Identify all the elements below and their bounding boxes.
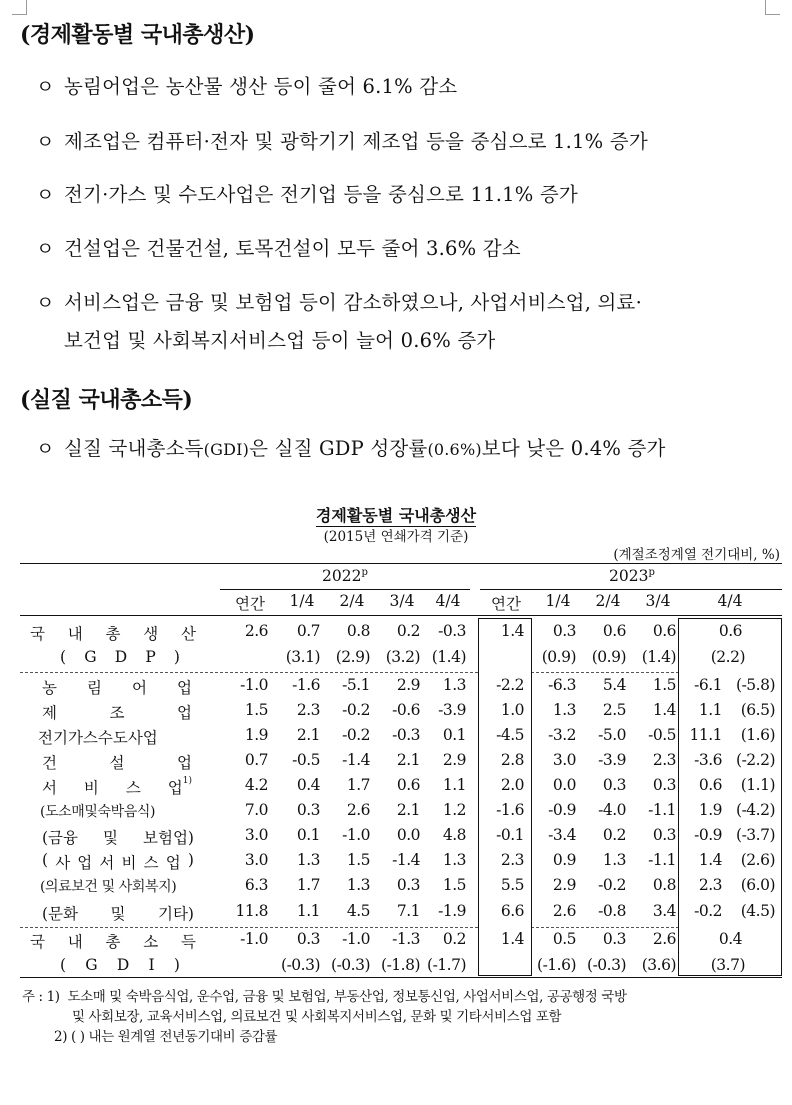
table-cell: (2.2)	[710, 648, 745, 666]
footnote-1-continued: 및 사회보장, 교육서비스업, 의료보건 및 사회복지서비스업, 문화 및 기타서비스업 포함	[72, 1009, 562, 1025]
table-cell: (3.6)	[641, 956, 676, 974]
table-cell: 1.3	[442, 851, 466, 869]
table-cell: 0.4	[296, 776, 320, 794]
table-cell: 1.7	[346, 776, 370, 794]
table-cell: -3.9	[438, 701, 466, 719]
table-cell: -4.5	[496, 726, 524, 744]
annual-2023-highlight-box	[478, 618, 532, 976]
column-header: 2/4	[339, 592, 365, 610]
table-cell: 1.1	[442, 776, 466, 794]
bullet-text: 보다 낮은 0.4% 증가	[481, 437, 666, 460]
page-corner-mark	[12, 0, 27, 15]
table-cell: (6.0)	[740, 876, 775, 894]
table-cell: 2.3	[500, 851, 524, 869]
table-cell: 0.6	[718, 622, 742, 640]
q4-2023-highlight-box	[678, 618, 782, 976]
table-cell: 1.5	[346, 851, 370, 869]
table-cell: (-3.7)	[736, 826, 775, 844]
table-cell: (1.1)	[740, 776, 775, 794]
table-cell: -0.3	[438, 622, 466, 640]
table-cell: 0.7	[244, 751, 268, 769]
bullet-text: 전기·가스 및 수도사업은 전기업 등을 중심으로 11.1% 증가	[64, 183, 578, 206]
gdp-divider	[531, 672, 679, 673]
table-cell: 0.8	[346, 622, 370, 640]
table-title-text: 경제활동별 국내총생산	[315, 506, 477, 525]
table-cell: 1.4	[500, 930, 524, 948]
row-label: (금융 및 보험업)	[42, 829, 194, 847]
bullet-mark: ㅇ	[36, 238, 55, 260]
bullet-text: 실질 국내총소득	[64, 437, 204, 460]
table-cell: 7.0	[244, 801, 268, 819]
table-top-rule	[20, 563, 782, 564]
table-cell: 1.1	[296, 902, 320, 920]
table-cell: (2.9)	[335, 648, 370, 666]
table-subtitle: (2015년 연쇄가격 기준)	[323, 529, 469, 545]
footnote-1: 주 : 1) 도소매 및 숙박음식업, 운수업, 금융 및 보험업, 부동산업, 정보통신업, 사업서비스업, 공공행정 국방	[22, 989, 627, 1005]
table-cell: 0.2	[442, 930, 466, 948]
table-cell: -1.0	[240, 676, 268, 694]
table-cell: 0.3	[652, 826, 676, 844]
table-cell: 0.1	[442, 726, 466, 744]
table-cell: -4.0	[598, 801, 626, 819]
table-cell: -0.5	[292, 751, 320, 769]
row-label: (의료보건 및 사회복지)	[40, 879, 177, 895]
bullet-mark: ㅇ	[36, 131, 55, 153]
bullet-text: 농림어업은 농산물 생산 등이 줄어 6.1% 감소	[64, 75, 458, 98]
table-cell: 2.9	[552, 876, 576, 894]
table-cell: (2.6)	[740, 851, 775, 869]
table-cell: 2.9	[396, 676, 420, 694]
row-label: (도소매및숙박음식)	[40, 804, 156, 820]
row-label: 농 림 어 업	[42, 679, 192, 697]
table-cell: 11.1	[689, 726, 722, 744]
table-cell: -0.2	[694, 902, 722, 920]
bullet-item	[36, 68, 457, 106]
table-cell: (3.7)	[710, 956, 745, 974]
row-label: 제 조 업	[42, 704, 192, 722]
table-cell: -1.4	[392, 851, 420, 869]
bullet-text: 서비스업은 금융 및 보험업 등이 감소하였으나, 사업서비스업, 의료·	[64, 291, 642, 314]
table-cell: 2.3	[296, 701, 320, 719]
bullet-mark: ㅇ	[36, 184, 55, 206]
table-cell: 2.0	[500, 776, 524, 794]
table-cell: -1.6	[292, 676, 320, 694]
table-cell: 1.4	[500, 622, 524, 640]
table-cell: 1.1	[698, 701, 722, 719]
section-heading-gdp-by-activity: (경제활동별 국내총생산)	[20, 22, 255, 48]
table-cell: 0.3	[652, 776, 676, 794]
table-cell: 5.5	[500, 876, 524, 894]
table-cell: 1.5	[652, 676, 676, 694]
table-cell: -0.6	[392, 701, 420, 719]
header-bottom-rule	[20, 615, 782, 616]
table-cell: (-1.8)	[381, 956, 420, 974]
table-cell: 0.3	[602, 776, 626, 794]
row-label: (문화 및 기타)	[42, 905, 194, 923]
table-cell: -1.6	[496, 801, 524, 819]
row-label: 국 내 총 소 득	[30, 933, 196, 951]
table-cell: 1.3	[552, 701, 576, 719]
table-cell: 1.3	[346, 876, 370, 894]
table-cell: -6.1	[694, 676, 722, 694]
table-cell: (0.9)	[541, 648, 576, 666]
table-cell: -0.2	[598, 876, 626, 894]
table-cell: 0.0	[396, 826, 420, 844]
row-label: 전기가스수도사업	[38, 729, 158, 747]
table-cell: -1.1	[648, 851, 676, 869]
table-cell: 0.3	[396, 876, 420, 894]
table-cell: (0.9)	[591, 648, 626, 666]
table-bottom-rule	[20, 977, 782, 978]
table-cell: 2.6	[552, 902, 576, 920]
column-header: 2/4	[595, 592, 621, 610]
bullet-item	[36, 123, 648, 161]
column-header: 3/4	[389, 592, 415, 610]
bullet-item	[36, 430, 666, 469]
table-cell: -1.1	[648, 801, 676, 819]
table-cell: 1.3	[602, 851, 626, 869]
row-label: 건 설 업	[42, 754, 192, 772]
table-cell: 0.2	[602, 826, 626, 844]
table-cell: (6.5)	[740, 701, 775, 719]
year-label-2023: 2023$^p$	[609, 567, 655, 586]
column-header: 1/4	[289, 592, 315, 610]
table-cell: -1.3	[392, 930, 420, 948]
table-cell: (-0.3)	[331, 956, 370, 974]
table-cell: 0.7	[296, 622, 320, 640]
table-cell: 2.6	[652, 930, 676, 948]
table-cell: 0.6	[698, 776, 722, 794]
row-label: ( 사 업 서 비 스 업 )	[42, 851, 194, 872]
table-cell: 3.0	[552, 751, 576, 769]
table-cell: 0.3	[296, 801, 320, 819]
table-cell: 0.6	[602, 622, 626, 640]
section-heading-real-gdi: (실질 국내총소득)	[20, 387, 193, 413]
table-cell: 3.0	[244, 851, 268, 869]
table-cell: 1.3	[296, 851, 320, 869]
bullet-text: 건설업은 건물건설, 토목건설이 모두 줄어 3.6% 감소	[64, 237, 521, 260]
table-cell: 4.2	[244, 776, 268, 794]
table-cell: 1.0	[500, 701, 524, 719]
table-cell: 4.5	[346, 902, 370, 920]
table-cell: 1.9	[244, 726, 268, 744]
table-cell: (-1.6)	[537, 956, 576, 974]
page-corner-mark	[765, 0, 780, 15]
bullet-item	[36, 284, 642, 360]
table-cell: 0.8	[652, 876, 676, 894]
gdp-divider	[20, 672, 478, 673]
table-cell: 2.1	[296, 726, 320, 744]
table-cell: (1.6)	[740, 726, 775, 744]
table-cell: 0.3	[602, 930, 626, 948]
table-cell: 0.2	[396, 622, 420, 640]
table-cell: (-4.2)	[736, 801, 775, 819]
table-cell: 1.4	[698, 851, 722, 869]
row-label: 국 내 총 생 산	[30, 625, 196, 643]
table-cell: -3.6	[694, 751, 722, 769]
column-header: 연간	[235, 595, 265, 613]
gdi-divider	[531, 927, 679, 928]
bullet-mark: ㅇ	[36, 438, 55, 460]
row-label: ( G D P )	[60, 648, 180, 666]
table-cell: 6.3	[244, 876, 268, 894]
table-cell: (3.1)	[285, 648, 320, 666]
bullet-text-gdi: (GDI)	[203, 440, 250, 459]
table-cell: 0.0	[552, 776, 576, 794]
table-cell: 1.2	[442, 801, 466, 819]
table-title	[0, 503, 792, 526]
year-rule-2022	[220, 589, 470, 590]
bullet-mark: ㅇ	[36, 292, 55, 314]
table-cell: -0.8	[598, 902, 626, 920]
table-cell: 1.5	[442, 876, 466, 894]
table-cell: 2.8	[500, 751, 524, 769]
table-cell: (-0.3)	[587, 956, 626, 974]
table-cell: 5.4	[602, 676, 626, 694]
bullet-item	[36, 176, 578, 214]
gdi-divider	[20, 927, 478, 928]
table-cell: 1.3	[442, 676, 466, 694]
row-label: 서 비 스 업$^{1)}$	[42, 775, 192, 797]
table-cell: 0.9	[552, 851, 576, 869]
table-cell: 2.1	[396, 801, 420, 819]
table-cell: 4.8	[442, 826, 466, 844]
table-cell: -1.4	[342, 751, 370, 769]
table-cell: (-0.3)	[281, 956, 320, 974]
year-rule-2023	[480, 589, 782, 590]
table-cell: 2.6	[244, 622, 268, 640]
table-cell: -0.3	[392, 726, 420, 744]
table-cell: 1.5	[244, 701, 268, 719]
table-cell: 0.3	[552, 622, 576, 640]
table-cell: 0.5	[552, 930, 576, 948]
table-cell: 1.4	[652, 701, 676, 719]
year-label-2022: 2022$^p$	[322, 567, 368, 586]
table-cell: 1.7	[296, 876, 320, 894]
table-cell: 11.8	[235, 902, 268, 920]
table-cell: 2.3	[698, 876, 722, 894]
table-cell: 0.1	[296, 826, 320, 844]
table-cell: -6.3	[548, 676, 576, 694]
table-cell: -0.9	[548, 801, 576, 819]
footnote-2: 2) ( ) 내는 원계열 전년동기대비 증감률	[54, 1029, 278, 1045]
table-cell: -0.2	[342, 726, 370, 744]
table-cell: 2.9	[442, 751, 466, 769]
bullet-item	[36, 230, 521, 268]
table-cell: 0.6	[396, 776, 420, 794]
table-cell: (3.2)	[385, 648, 420, 666]
table-cell: -3.2	[548, 726, 576, 744]
table-cell: -1.0	[342, 930, 370, 948]
table-cell: -0.2	[342, 701, 370, 719]
column-header: 연간	[491, 595, 521, 613]
column-header: 1/4	[545, 592, 571, 610]
row-label: ( G D I )	[60, 956, 180, 974]
table-cell: (1.4)	[641, 648, 676, 666]
table-cell: 0.6	[652, 622, 676, 640]
column-header: 3/4	[645, 592, 671, 610]
bullet-text: 은 실질 GDP 성장률	[249, 437, 428, 460]
table-cell: -0.9	[694, 826, 722, 844]
table-cell: 2.3	[652, 751, 676, 769]
table-cell: -5.0	[598, 726, 626, 744]
bullet-text-continued: 보건업 및 사회복지서비스업 등이 늘어 0.6% 증가	[64, 329, 496, 352]
table-cell: -1.0	[342, 826, 370, 844]
table-cell: (-5.8)	[736, 676, 775, 694]
table-cell: 0.3	[296, 930, 320, 948]
column-header: 4/4	[435, 592, 461, 610]
table-cell: (1.4)	[431, 648, 466, 666]
table-cell: -1.0	[240, 930, 268, 948]
table-cell: 7.1	[396, 902, 420, 920]
bullet-mark: ㅇ	[36, 76, 55, 98]
table-cell: 2.5	[602, 701, 626, 719]
table-cell: -0.5	[648, 726, 676, 744]
table-cell: (4.5)	[740, 902, 775, 920]
bullet-text: 제조업은 컴퓨터·전자 및 광학기기 제조업 등을 중심으로 1.1% 증가	[64, 130, 648, 153]
table-cell: (-1.7)	[427, 956, 466, 974]
table-cell: 3.4	[652, 902, 676, 920]
table-unit: (계절조정계열 전기대비, %)	[613, 547, 780, 563]
table-cell: -0.1	[496, 826, 524, 844]
table-cell: 3.0	[244, 826, 268, 844]
column-header: 4/4	[717, 592, 743, 610]
table-cell: -3.9	[598, 751, 626, 769]
table-cell: -5.1	[342, 676, 370, 694]
table-cell: 2.1	[396, 751, 420, 769]
table-cell: 0.4	[718, 930, 742, 948]
table-cell: 6.6	[500, 902, 524, 920]
table-cell: -3.4	[548, 826, 576, 844]
bullet-text-rate: (0.6%)	[427, 440, 482, 459]
table-cell: (-2.2)	[736, 751, 775, 769]
table-cell: 1.9	[698, 801, 722, 819]
table-cell: -1.9	[438, 902, 466, 920]
table-cell: -2.2	[496, 676, 524, 694]
table-cell: 2.6	[346, 801, 370, 819]
